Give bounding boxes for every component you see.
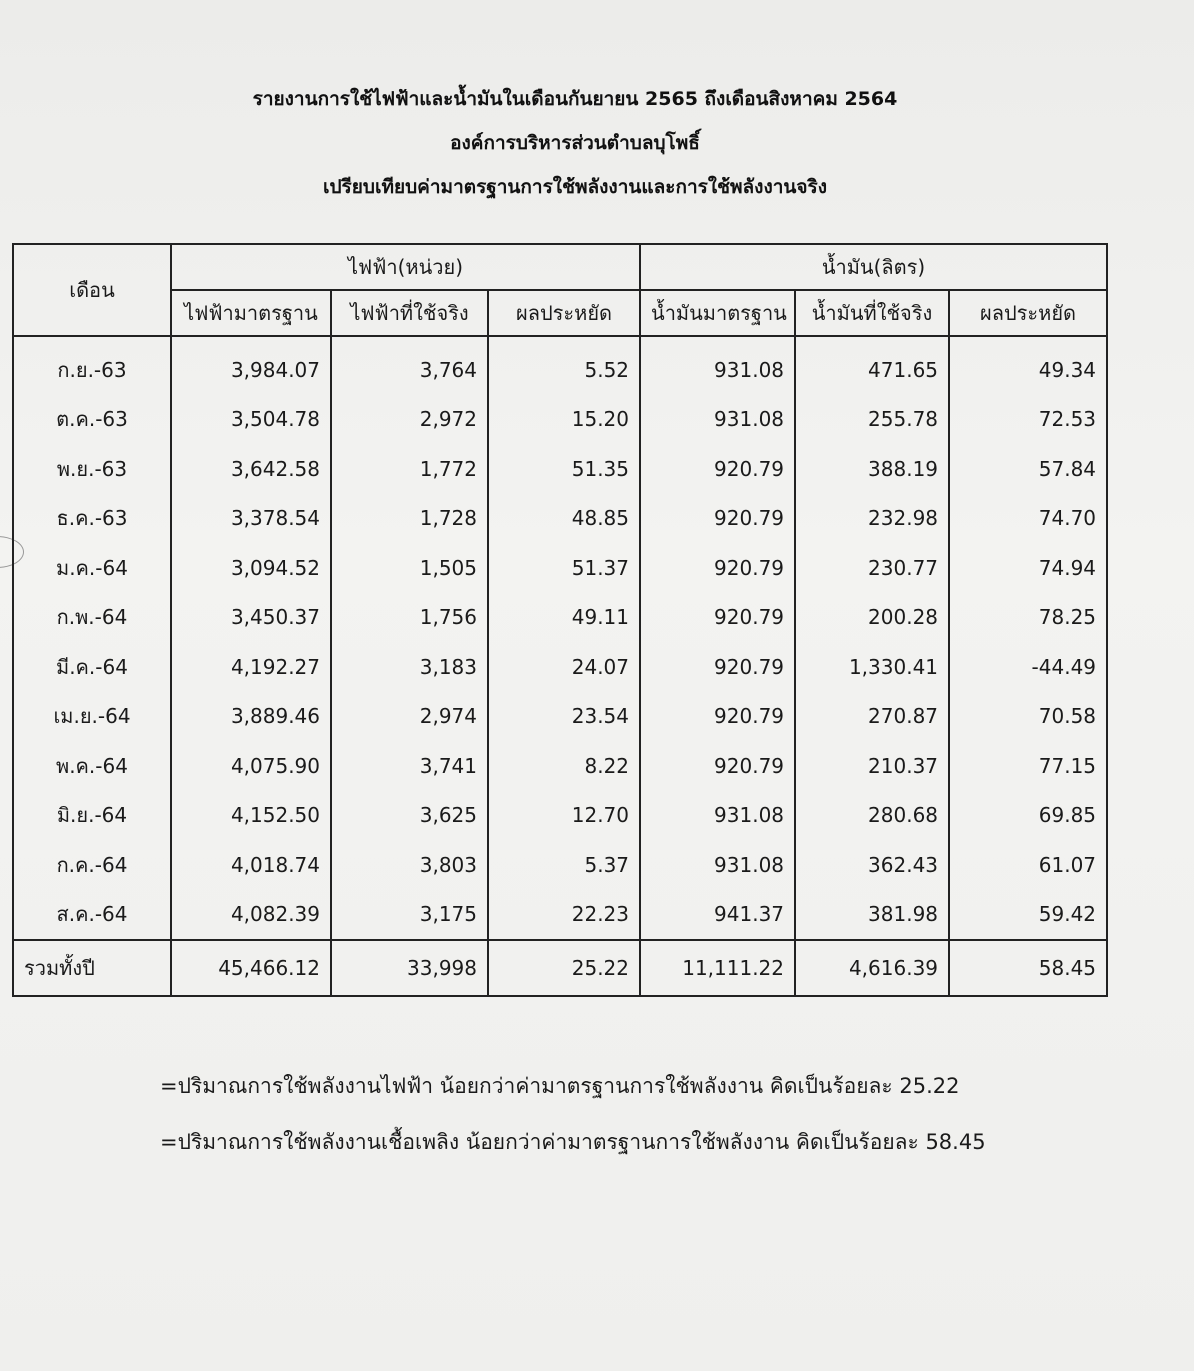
- electric-actual-cell: 3,741: [331, 741, 488, 791]
- organization-name: องค์การบริหารส่วนตำบลบุโพธิ์: [450, 132, 700, 154]
- electric-actual-cell: 3,803: [331, 840, 488, 890]
- oil-actual-cell: 270.87: [795, 692, 949, 742]
- oil-standard-cell: 920.79: [640, 692, 795, 742]
- electric-saving-cell: 8.22: [488, 741, 640, 791]
- electric-standard-cell: 4,075.90: [171, 741, 331, 791]
- electric-saving-cell: 51.35: [488, 444, 640, 494]
- month-cell: ม.ค.-64: [13, 543, 171, 593]
- table-row: [13, 692, 1107, 742]
- total-oil-saving: 58.45: [949, 940, 1107, 996]
- oil-actual-cell: 210.37: [795, 741, 949, 791]
- table-row: [13, 444, 1107, 494]
- oil-actual-cell: 200.28: [795, 593, 949, 643]
- month-cell: ธ.ค.-63: [13, 494, 171, 544]
- month-cell: มิ.ย.-64: [13, 791, 171, 841]
- table-row: [13, 890, 1107, 941]
- oil-actual-cell: 388.19: [795, 444, 949, 494]
- column-header: ไฟฟ้ามาตรฐาน: [171, 290, 331, 336]
- column-header: ไฟฟ้าที่ใช้จริง: [331, 290, 488, 336]
- energy-usage-table: [12, 243, 1108, 997]
- electric-standard-cell: 3,889.46: [171, 692, 331, 742]
- electric-standard-cell: 3,450.37: [171, 593, 331, 643]
- electric-actual-cell: 3,764: [331, 336, 488, 395]
- oil-saving-cell: 59.42: [949, 890, 1107, 941]
- month-cell: ก.ย.-63: [13, 336, 171, 395]
- oil-standard-cell: 931.08: [640, 791, 795, 841]
- oil-standard-cell: 931.08: [640, 840, 795, 890]
- column-header: ผลประหยัด: [488, 290, 640, 336]
- electric-saving-cell: 22.23: [488, 890, 640, 941]
- electric-summary-note: =ปริมาณการใช้พลังงานไฟฟ้า น้อยกว่าค่ามาตรฐานการใช้พลังงาน คิดเป็นร้อยละ 25.22: [160, 1074, 960, 1098]
- oil-actual-cell: 1,330.41: [795, 642, 949, 692]
- oil-actual-cell: 280.68: [795, 791, 949, 841]
- table-row: [13, 494, 1107, 544]
- month-cell: พ.ค.-64: [13, 741, 171, 791]
- electric-standard-cell: 3,504.78: [171, 395, 331, 445]
- column-header: น้ำมันมาตรฐาน: [640, 290, 795, 336]
- oil-actual-cell: 230.77: [795, 543, 949, 593]
- table-row: [13, 741, 1107, 791]
- total-row: [13, 940, 1107, 996]
- electric-actual-cell: 1,728: [331, 494, 488, 544]
- month-cell: พ.ย.-63: [13, 444, 171, 494]
- oil-standard-cell: 931.08: [640, 336, 795, 395]
- electric-standard-cell: 3,984.07: [171, 336, 331, 395]
- electric-actual-cell: 1,505: [331, 543, 488, 593]
- oil-saving-cell: 69.85: [949, 791, 1107, 841]
- total-electric-saving: 25.22: [488, 940, 640, 996]
- table-row: [13, 791, 1107, 841]
- electric-actual-cell: 3,625: [331, 791, 488, 841]
- month-cell: ก.ค.-64: [13, 840, 171, 890]
- electric-group-header: ไฟฟ้า(หน่วย): [171, 244, 640, 290]
- electric-actual-cell: 2,974: [331, 692, 488, 742]
- oil-standard-cell: 920.79: [640, 642, 795, 692]
- oil-saving-cell: 70.58: [949, 692, 1107, 742]
- oil-actual-cell: 232.98: [795, 494, 949, 544]
- report-subtitle: เปรียบเทียบค่ามาตรฐานการใช้พลังงานและการใช้พลังงานจริง: [323, 176, 827, 198]
- oil-actual-cell: 471.65: [795, 336, 949, 395]
- fuel-summary-note: =ปริมาณการใช้พลังงานเชื้อเพลิง น้อยกว่าค่ามาตรฐานการใช้พลังงาน คิดเป็นร้อยละ 58.45: [160, 1130, 986, 1154]
- oil-standard-cell: 920.79: [640, 593, 795, 643]
- electric-saving-cell: 5.52: [488, 336, 640, 395]
- oil-saving-cell: 74.94: [949, 543, 1107, 593]
- oil-saving-cell: 61.07: [949, 840, 1107, 890]
- oil-actual-cell: 255.78: [795, 395, 949, 445]
- total-label: รวมทั้งปี: [13, 940, 171, 996]
- oil-standard-cell: 920.79: [640, 543, 795, 593]
- total-oil-actual: 4,616.39: [795, 940, 949, 996]
- oil-standard-cell: 920.79: [640, 741, 795, 791]
- electric-saving-cell: 23.54: [488, 692, 640, 742]
- electric-saving-cell: 5.37: [488, 840, 640, 890]
- electric-actual-cell: 3,175: [331, 890, 488, 941]
- total-electric-standard: 45,466.12: [171, 940, 331, 996]
- oil-saving-cell: -44.49: [949, 642, 1107, 692]
- electric-saving-cell: 12.70: [488, 791, 640, 841]
- electric-actual-cell: 1,756: [331, 593, 488, 643]
- electric-saving-cell: 49.11: [488, 593, 640, 643]
- oil-standard-cell: 920.79: [640, 444, 795, 494]
- oil-saving-cell: 49.34: [949, 336, 1107, 395]
- electric-standard-cell: 4,152.50: [171, 791, 331, 841]
- electric-standard-cell: 3,378.54: [171, 494, 331, 544]
- electric-standard-cell: 4,192.27: [171, 642, 331, 692]
- electric-standard-cell: 3,094.52: [171, 543, 331, 593]
- table-row: [13, 593, 1107, 643]
- month-cell: ส.ค.-64: [13, 890, 171, 941]
- month-cell: ต.ค.-63: [13, 395, 171, 445]
- month-cell: มี.ค.-64: [13, 642, 171, 692]
- electric-standard-cell: 4,082.39: [171, 890, 331, 941]
- month-cell: เม.ย.-64: [13, 692, 171, 742]
- column-header: ผลประหยัด: [949, 290, 1107, 336]
- oil-saving-cell: 57.84: [949, 444, 1107, 494]
- oil-actual-cell: 381.98: [795, 890, 949, 941]
- electric-actual-cell: 3,183: [331, 642, 488, 692]
- electric-standard-cell: 3,642.58: [171, 444, 331, 494]
- electric-actual-cell: 2,972: [331, 395, 488, 445]
- report-title: รายงานการใช้ไฟฟ้าและน้ำมันในเดือนกันยายน 2565 ถึงเดือนสิงหาคม 2564: [252, 88, 898, 110]
- column-header: น้ำมันที่ใช้จริง: [795, 290, 949, 336]
- table-row: [13, 642, 1107, 692]
- oil-standard-cell: 920.79: [640, 494, 795, 544]
- table-row: [13, 336, 1107, 395]
- electric-saving-cell: 48.85: [488, 494, 640, 544]
- electric-saving-cell: 51.37: [488, 543, 640, 593]
- oil-saving-cell: 74.70: [949, 494, 1107, 544]
- total-electric-actual: 33,998: [331, 940, 488, 996]
- table-row: [13, 840, 1107, 890]
- oil-actual-cell: 362.43: [795, 840, 949, 890]
- total-oil-standard: 11,111.22: [640, 940, 795, 996]
- electric-standard-cell: 4,018.74: [171, 840, 331, 890]
- oil-standard-cell: 941.37: [640, 890, 795, 941]
- oil-group-header: น้ำมัน(ลิตร): [640, 244, 1107, 290]
- month-cell: ก.พ.-64: [13, 593, 171, 643]
- table-row: [13, 395, 1107, 445]
- electric-actual-cell: 1,772: [331, 444, 488, 494]
- table-row: [13, 543, 1107, 593]
- month-header: เดือน: [13, 244, 171, 336]
- table-header-row-group: [13, 244, 1107, 290]
- electric-saving-cell: 24.07: [488, 642, 640, 692]
- electric-saving-cell: 15.20: [488, 395, 640, 445]
- oil-saving-cell: 78.25: [949, 593, 1107, 643]
- oil-saving-cell: 72.53: [949, 395, 1107, 445]
- table-header-row-columns: [13, 290, 1107, 336]
- oil-saving-cell: 77.15: [949, 741, 1107, 791]
- oil-standard-cell: 931.08: [640, 395, 795, 445]
